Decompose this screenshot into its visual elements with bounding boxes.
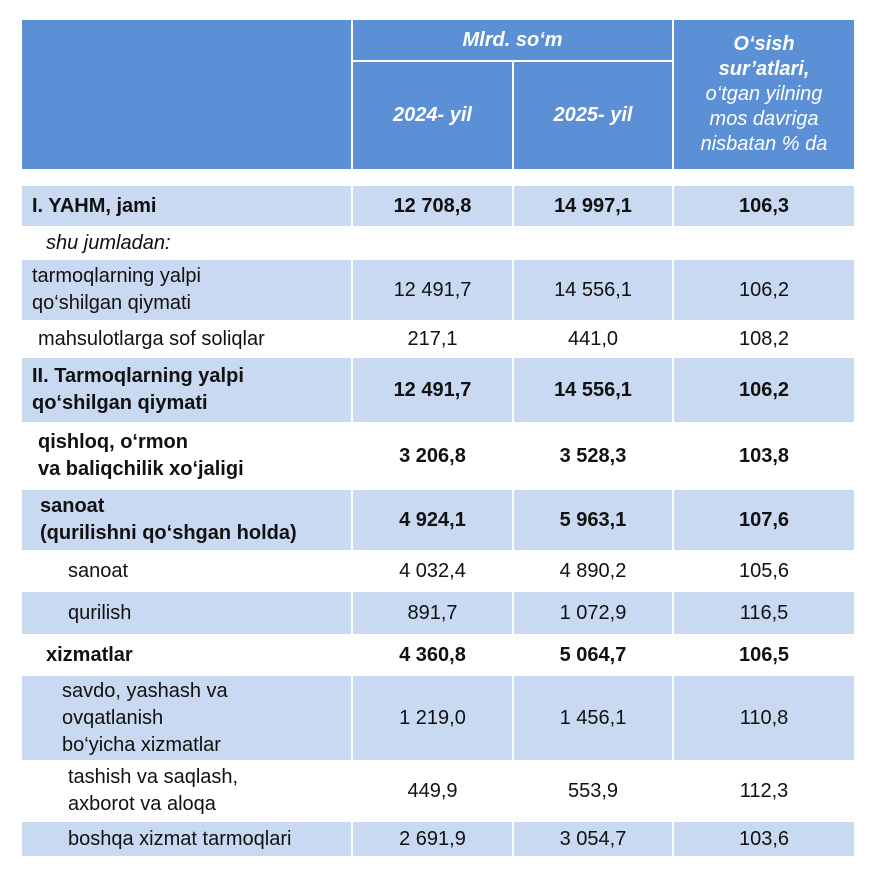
table-row (22, 260, 854, 320)
value-2024: 2 691,9 (353, 822, 512, 856)
value-2024: 449,9 (407, 779, 458, 802)
growth-pct: 106,5 (738, 643, 790, 666)
row-label: savdo, yashash va ovqatlanish bo‘yicha xizmatlar (22, 676, 351, 760)
growth-pct: 105,6 (738, 559, 790, 582)
value-2025: 14 997,1 (514, 186, 672, 226)
value-2025: 5 064,7 (559, 643, 627, 666)
header-growth-rate (674, 20, 854, 169)
header-growth-line-1: O‘sish (733, 33, 795, 55)
header-year-2024: 2024- yil (353, 62, 512, 169)
value-2024: 4 360,8 (399, 643, 466, 666)
header-growth-line-4: mos davriga (709, 108, 819, 130)
table-row (22, 490, 854, 550)
growth-pct: 103,8 (738, 444, 790, 467)
value-2024 (353, 226, 512, 260)
growth-pct: 106,3 (674, 186, 854, 226)
row-label: shu jumladan: (46, 231, 171, 254)
header-growth-line-3: o‘tgan yilning (705, 83, 823, 105)
growth-pct: 110,8 (674, 676, 854, 760)
value-2025: 14 556,1 (514, 358, 672, 422)
table-row (22, 550, 854, 592)
value-2025: 3 054,7 (514, 822, 672, 856)
header-growth-line-2: sur’atlari, (718, 58, 810, 80)
row-label: qurilish (22, 592, 351, 634)
growth-pct (674, 226, 854, 260)
value-2025: 5 963,1 (514, 490, 672, 550)
growth-pct: 112,3 (739, 779, 789, 802)
row-label: II. Tarmoqlarning yalpi qo‘shilgan qiymati (22, 358, 351, 422)
gdp-table (22, 20, 854, 850)
value-2024: 4 924,1 (353, 490, 512, 550)
row-label: mahsulotlarga sof soliqlar (38, 327, 265, 350)
row-label: qishloq, o‘rmon va baliqchilik xo‘jaligi (38, 431, 244, 480)
row-label: sanoat (qurilishni qo‘shgan holda) (22, 490, 351, 550)
header-unit: Mlrd. so‘m (353, 20, 672, 60)
value-2025: 14 556,1 (514, 260, 672, 320)
value-2024: 1 219,0 (353, 676, 512, 760)
value-2025: 1 456,1 (514, 676, 672, 760)
table-row (22, 634, 854, 676)
table-row (22, 676, 854, 760)
row-label: xizmatlar (46, 643, 133, 666)
row-label: tarmoqlarning yalpi qo‘shilgan qiymati (22, 260, 351, 320)
row-label: I. YAHM, jami (22, 186, 351, 226)
value-2024: 12 491,7 (353, 260, 512, 320)
value-2024: 217,1 (407, 327, 458, 350)
value-2024: 4 032,4 (399, 559, 466, 582)
value-2025: 4 890,2 (559, 559, 627, 582)
growth-pct: 108,2 (738, 327, 790, 350)
growth-pct: 103,6 (674, 822, 854, 856)
table-row (22, 358, 854, 422)
growth-pct: 106,2 (674, 358, 854, 422)
value-2025: 3 528,3 (559, 444, 627, 467)
row-label: sanoat (68, 559, 129, 582)
table-row (22, 760, 854, 822)
header-growth-line-5: nisbatan % da (700, 133, 828, 155)
table-header (22, 20, 854, 169)
value-2025: 553,9 (567, 779, 619, 802)
value-2025 (514, 226, 672, 260)
table-row (22, 320, 854, 358)
row-label: tashish va saqlash, axborot va aloqa (68, 766, 239, 815)
header-year-2025: 2025- yil (514, 62, 672, 169)
value-2024: 891,7 (353, 592, 512, 634)
table-row (22, 186, 854, 226)
growth-pct: 107,6 (674, 490, 854, 550)
header-blank-cell (22, 20, 351, 169)
value-2025: 1 072,9 (514, 592, 672, 634)
row-label: boshqa xizmat tarmoqlari (22, 822, 351, 856)
value-2024: 12 708,8 (353, 186, 512, 226)
value-2024: 3 206,8 (399, 444, 466, 467)
table-body (22, 186, 854, 856)
table-row (22, 592, 854, 634)
table-row (22, 422, 854, 490)
growth-pct: 116,5 (674, 592, 854, 634)
value-2025: 441,0 (567, 327, 619, 350)
table-row (22, 822, 854, 856)
table-row (22, 226, 854, 260)
value-2024: 12 491,7 (353, 358, 512, 422)
growth-pct: 106,2 (674, 260, 854, 320)
